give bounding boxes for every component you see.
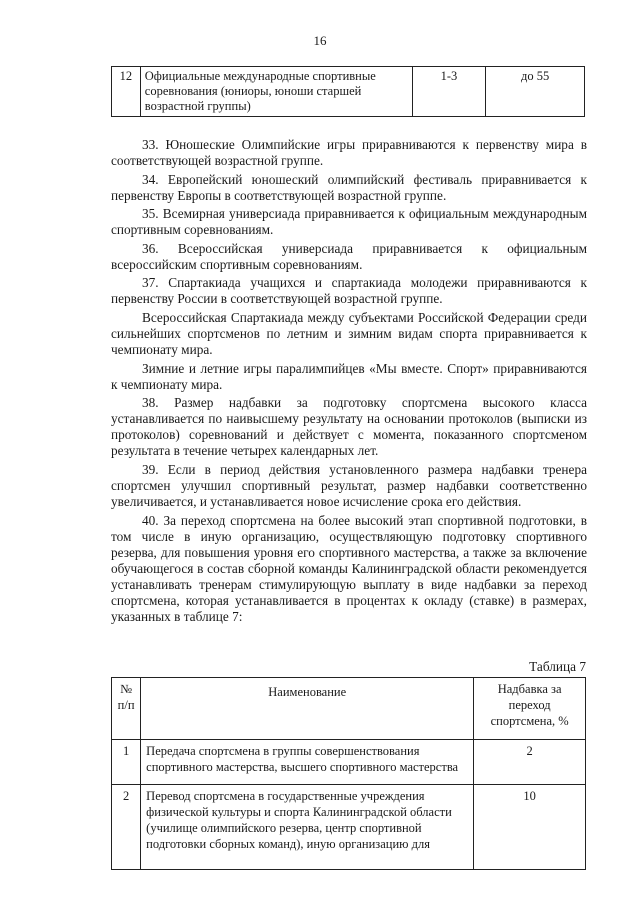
- row-name: Перевод спортсмена в государственные учреждения физической культуры и спорта Калининградской области (училище олимпийского резерва, центр спортивной подготовки сборных команд), иную организацию для: [141, 785, 474, 870]
- paragraph-40: 40. За переход спортсмена на более высокий этап спортивной подготовки, в том числе в иную организацию, осуществляющую подготовку спортивного резерва, для повышения уровня его спортивного мастерства, а также за включение обучающегося в состав сборной команды Калининградской области рекомендуется устанавливать тренерам стимулирующую выплату в виде надбавки за переход спортсмена, которая устанавливается в процентах к окладу (ставке) в размерах, указанных в таблице 7:: [111, 512, 587, 625]
- header-num: № п/п: [112, 678, 141, 740]
- bonus-table: [111, 677, 586, 870]
- body-text: [111, 137, 587, 628]
- table-row: [112, 67, 585, 117]
- paragraph-33: 33. Юношеские Олимпийские игры приравниваются к первенству мира в соответствующей возрастной группе.: [111, 137, 587, 169]
- continued-table: [111, 66, 585, 117]
- table-row: [112, 740, 586, 785]
- paragraph-39: 39. Если в период действия установленного размера надбавки тренера спортсмен улучшил спортивный результат, размер надбавки соответственно увеличивается, и устанавливается новое исчисление срока его действия.: [111, 461, 587, 510]
- page-number: 16: [313, 33, 327, 48]
- table-row: [112, 785, 586, 870]
- row-number: 12: [112, 67, 141, 117]
- places-range: 1-3: [412, 67, 485, 117]
- header-name: Наименование: [141, 678, 474, 740]
- age-limit: до 55: [486, 67, 585, 117]
- row-name: Передача спортсмена в группы совершенствования спортивного мастерства, высшего спортивного мастерства: [141, 740, 474, 785]
- row-number: 2: [112, 785, 141, 870]
- row-bonus: 10: [474, 785, 586, 870]
- competition-name: Официальные международные спортивные соревнования (юниоры, юноши старшей возрастной группы): [140, 67, 412, 117]
- table-header-row: [112, 678, 586, 740]
- paragraph-36: 36. Всероссийская универсиада приравнивается к официальным всероссийским спортивным соревнованиям.: [111, 240, 587, 272]
- paragraph-spartakiad: Всероссийская Спартакиада между субъектами Российской Федерации среди сильнейших спортсменов по летним и зимним видам спорта приравнивается к чемпионату мира.: [111, 309, 587, 358]
- paragraph-34: 34. Европейский юношеский олимпийский фестиваль приравнивается к первенству Европы в соответствующей возрастной группе.: [111, 171, 587, 203]
- paragraph-35: 35. Всемирная универсиада приравнивается к официальным международным спортивным соревнованиям.: [111, 206, 587, 238]
- paragraph-paralympic: Зимние и летние игры паралимпийцев «Мы вместе. Спорт» приравниваются к чемпионату мира.: [111, 360, 587, 392]
- paragraph-38: 38. Размер надбавки за подготовку спортсмена высокого класса устанавливается по наивысшему результату на основании протоколов (выписки из протоколов) соревнований и действует с момента, показанного спортсменом результата в течение четырех календарных лет.: [111, 395, 587, 459]
- header-bonus: Надбавка за переход спортсмена, %: [474, 678, 586, 740]
- paragraph-37: 37. Спартакиада учащихся и спартакиада молодежи приравниваются к первенству России в соответствующей возрастной группе.: [111, 275, 587, 307]
- row-bonus: 2: [474, 740, 586, 785]
- table-caption: Таблица 7: [529, 659, 586, 674]
- row-number: 1: [112, 740, 141, 785]
